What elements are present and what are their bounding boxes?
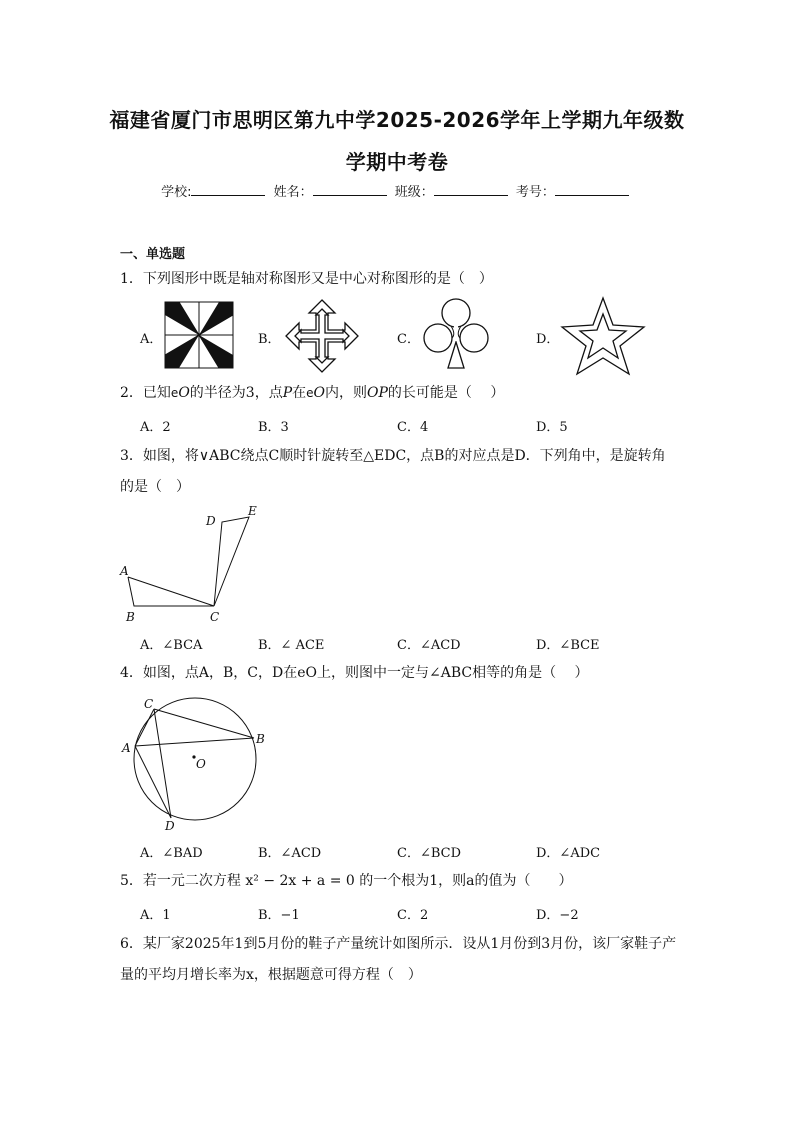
q3-option-c: C．∠ACD xyxy=(397,638,461,653)
arrows-figure xyxy=(283,297,361,375)
circle-figure xyxy=(116,692,274,834)
exam-title-line1: 福建省厦门市思明区第九中学2025-2026学年上学期九年级数 xyxy=(109,108,685,132)
q4-label-o: O xyxy=(196,757,206,771)
q4-option-d: D．∠ADC xyxy=(536,846,601,861)
school-label: 学校: xyxy=(161,185,192,200)
q4-label-d: D xyxy=(165,819,175,833)
q3-label-c: C xyxy=(210,610,220,624)
q5-option-a: A．1 xyxy=(140,908,171,923)
school-blank[interactable] xyxy=(191,182,265,196)
question-4-stem: 4．如图，点A，B，C，D在eO上，则图中一定与∠ABC相等的角是（ ） xyxy=(120,665,589,681)
q3-label-a: A xyxy=(120,564,129,578)
q4-option-b: B．∠ACD xyxy=(258,846,322,861)
q1-option-d-label: D． xyxy=(536,332,560,347)
q1-option-c-label: C． xyxy=(397,332,420,347)
question-6-stem-line2: 量的平均月增长率为x，根据题意可得方程（ ） xyxy=(120,967,422,983)
question-5-stem: 5．若一元二次方程 x² − 2x + a = 0 的一个根为1，则a的值为（ ） xyxy=(120,873,573,889)
club-figure xyxy=(420,296,492,374)
question-1-stem: 1．下列图形中既是轴对称图形又是中心对称图形的是（ ） xyxy=(120,271,493,287)
q2-option-c: C．4 xyxy=(397,420,429,435)
rotation-figure xyxy=(116,502,266,627)
q2-option-d: D．5 xyxy=(536,420,568,435)
q5-option-c: C．2 xyxy=(397,908,429,923)
q4-label-b: B xyxy=(256,732,265,746)
student-info xyxy=(0,181,794,200)
q2-option-b: B．3 xyxy=(258,420,289,435)
number-label: 考号： xyxy=(515,185,555,200)
question-6-stem-line1: 6．某厂家2025年1到5月份的鞋子产量统计如图所示．设从1月份到3月份，该厂家鞋子产 xyxy=(120,936,677,952)
q3-label-b: B xyxy=(126,610,135,624)
q4-label-a: A xyxy=(122,741,131,755)
q1-option-b-label: B． xyxy=(258,332,281,347)
question-2-stem: 2．已知eO的半径为3，点P在eO内，则OP的长可能是（ ） xyxy=(120,385,505,401)
q5-option-b: B．−1 xyxy=(258,908,300,923)
q3-label-e: E xyxy=(248,504,257,518)
name-label: 姓名： xyxy=(273,185,313,200)
q3-label-d: D xyxy=(206,514,216,528)
question-3-stem-line2: 的是（ ） xyxy=(120,479,190,495)
q3-option-b: B．∠ ACE xyxy=(258,638,325,653)
q1-option-a-label: A． xyxy=(140,332,163,347)
exam-title-line2: 学期中考卷 xyxy=(345,150,449,174)
q4-option-a: A．∠BAD xyxy=(140,846,203,861)
question-3-stem-line1: 3．如图，将∨ABC绕点C顺时针旋转至△EDC，点B的对应点是D．下列角中，是旋转角 xyxy=(120,448,666,464)
class-blank[interactable] xyxy=(434,182,508,196)
q4-option-c: C．∠BCD xyxy=(397,846,462,861)
number-blank[interactable] xyxy=(555,182,629,196)
star-figure xyxy=(560,296,646,376)
q3-option-a: A．∠BCA xyxy=(140,638,203,653)
q4-label-c: C xyxy=(144,697,154,711)
pinwheel-figure xyxy=(163,300,235,370)
section-heading: 一、单选题 xyxy=(120,247,186,262)
name-blank[interactable] xyxy=(313,182,387,196)
q2-option-a: A．2 xyxy=(140,420,171,435)
q3-option-d: D．∠BCE xyxy=(536,638,600,653)
class-label: 班级： xyxy=(394,185,434,200)
q5-option-d: D．−2 xyxy=(536,908,579,923)
